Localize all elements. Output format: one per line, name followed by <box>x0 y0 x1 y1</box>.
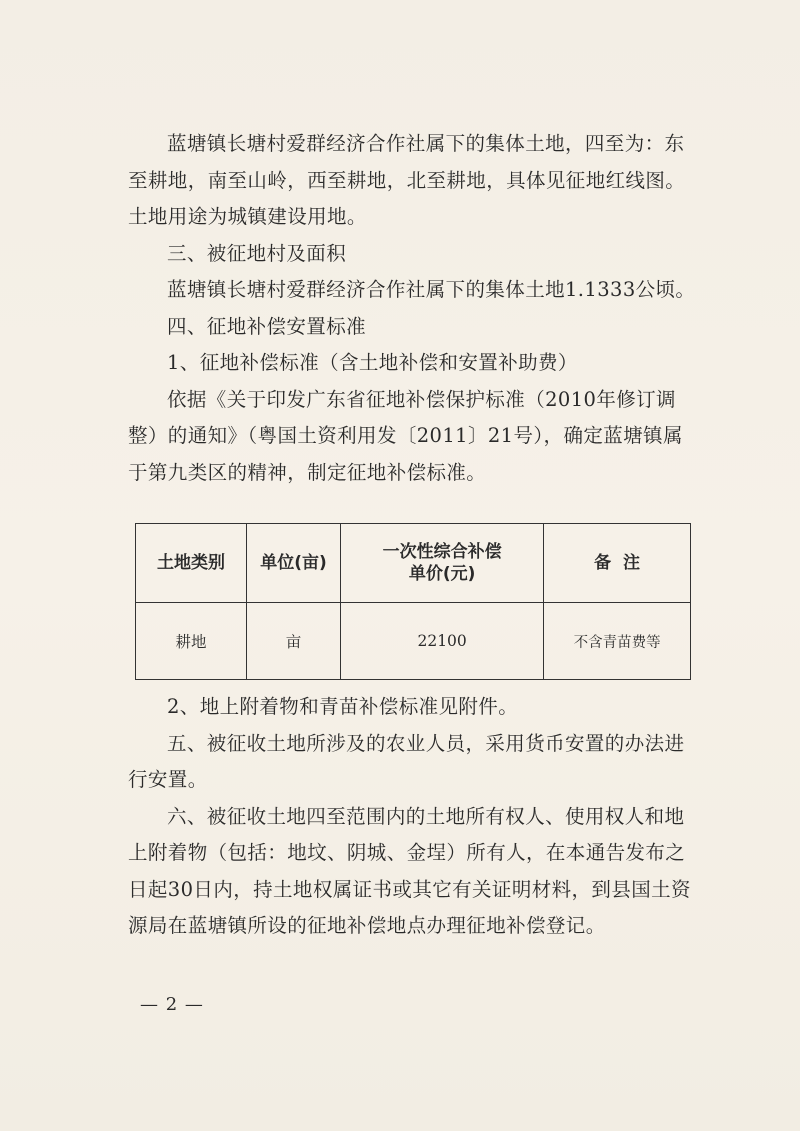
header-unit-price <box>341 524 544 603</box>
body-text-bottom <box>128 689 700 945</box>
subheading-1: 1、征地补偿标准（含土地补偿和安置补助费） <box>167 351 578 374</box>
table-header-row <box>136 524 691 603</box>
paragraph-basis: 依据《关于印发广东省征地补偿保护标准（2010年修订调整）的通知》（粤国土资利用发〔2011〕21号），确定蓝塘镇属于第九类区的精神，制定征地补偿标准。 <box>128 387 683 484</box>
table-row <box>136 603 691 680</box>
paragraph-area: 蓝塘镇长塘村爱群经济合作社属下的集体土地1.1333公顷。 <box>167 278 696 301</box>
header-remarks: 备 注 <box>544 524 691 603</box>
cell-unit: 亩 <box>247 603 341 680</box>
page-number: — 2 — <box>140 994 204 1015</box>
header-unit-price-line2: 单价(元) <box>408 564 476 584</box>
section-heading-6: 六、被征收土地四至范围内的土地所有权人、使用权人和地上附着物（包括：地坟、阴城、金埕）所有人，在本通告发布之日起30日内，持土地权属证书或其它有关证明材料，到县国土资源局在蓝塘镇所设的征地补偿地点办理征地补偿登记。 <box>128 804 691 937</box>
cell-remarks: 不含青苗费等 <box>544 603 691 680</box>
header-unit-price-line1: 一次性综合补偿 <box>382 542 502 562</box>
section-heading-3: 三、被征地村及面积 <box>167 241 347 265</box>
header-unit: 单位(亩) <box>247 524 341 603</box>
section-heading-5: 五、被征收土地所涉及的农业人员，采用货币安置的办法进行安置。 <box>128 731 685 791</box>
section-heading-4: 四、征地补偿安置标准 <box>167 314 367 338</box>
paragraph-boundary: 蓝塘镇长塘村爱群经济合作社属下的集体土地，四至为：东至耕地，南至山岭，西至耕地，北至耕地，具体见征地红线图。土地用途为城镇建设用地。 <box>128 132 686 228</box>
body-text-top <box>128 126 700 491</box>
header-land-type: 土地类别 <box>136 524 247 603</box>
cell-price: 22100 <box>341 603 544 680</box>
compensation-table <box>135 523 691 680</box>
cell-land-type: 耕地 <box>136 603 247 680</box>
subheading-2: 2、地上附着物和青苗补偿标准见附件。 <box>167 695 519 718</box>
